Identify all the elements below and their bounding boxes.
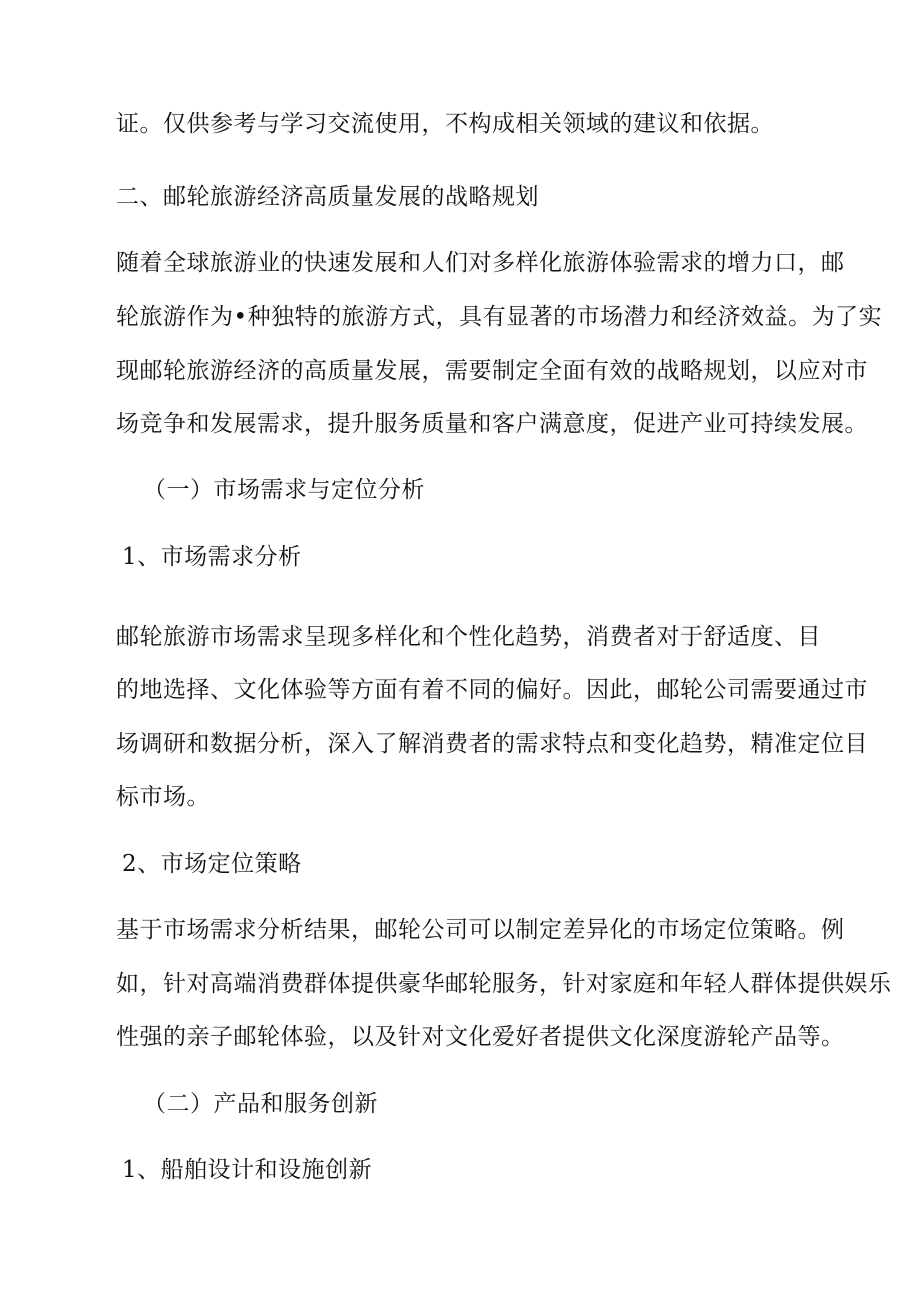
subsection-heading: （二）产品和服务创新 bbox=[143, 1091, 378, 1117]
paragraph-line: 随着全球旅游业的快速发展和人们对多样化旅游体验需求的增力口，邮 bbox=[116, 250, 845, 276]
text-line-continuation: 证。仅供参考与学习交流使用，不构成相关领域的建议和依据。 bbox=[116, 111, 774, 137]
item-heading: 1、船舶设计和设施创新 bbox=[122, 1157, 373, 1183]
paragraph-line: 轮旅游作为•种独特的旅游方式，具有显著的市场潜力和经济效益。为了实 bbox=[116, 304, 883, 330]
paragraph-line: 性强的亲子邮轮体验，以及针对文化爱好者提供文化深度游轮产品等。 bbox=[116, 1024, 845, 1050]
section-heading: 二、邮轮旅游经济高质量发展的战略规划 bbox=[116, 184, 539, 210]
subsection-heading: （一）市场需求与定位分析 bbox=[143, 477, 425, 503]
paragraph-line: 的地选择、文化体验等方面有着不同的偏好。因此，邮轮公司需要通过市 bbox=[116, 677, 868, 703]
paragraph-line: 场竞争和发展需求，提升服务质量和客户满意度，促进产业可持续发展。 bbox=[116, 411, 868, 437]
paragraph-line: 如，针对高端消费群体提供豪华邮轮服务，针对家庭和年轻人群体提供娱乐 bbox=[116, 971, 892, 997]
paragraph-line: 场调研和数据分析，深入了解消费者的需求特点和变化趋势，精准定位目 bbox=[116, 731, 868, 757]
paragraph-line: 基于市场需求分析结果，邮轮公司可以制定差异化的市场定位策略。例 bbox=[116, 917, 845, 943]
paragraph-line: 现邮轮旅游经济的高质量发展，需要制定全面有效的战略规划，以应对市 bbox=[116, 358, 868, 384]
paragraph-line: 邮轮旅游市场需求呈现多样化和个性化趋势，消费者对于舒适度、目 bbox=[116, 624, 821, 650]
paragraph-line: 标市场。 bbox=[116, 784, 210, 810]
item-heading: 1、市场需求分析 bbox=[122, 544, 302, 570]
item-heading: 2、市场定位策略 bbox=[122, 851, 302, 877]
